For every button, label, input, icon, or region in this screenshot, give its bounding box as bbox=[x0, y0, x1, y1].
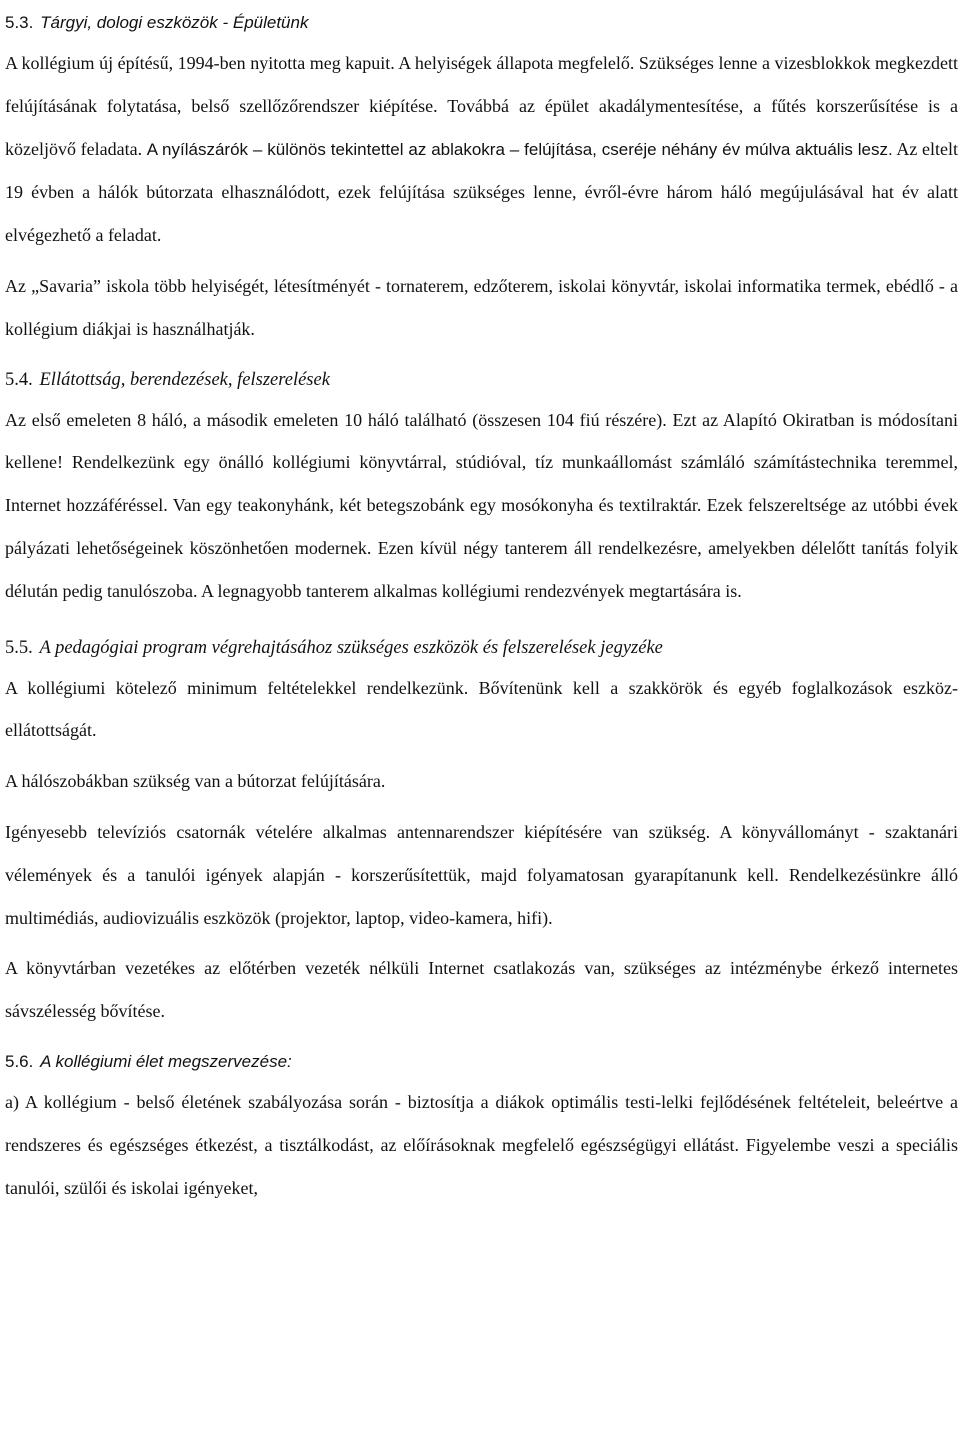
paragraph-bedrooms: A hálószobákban szükség van a bútorzat felújítására. bbox=[5, 771, 386, 792]
section-number: 5.6. bbox=[5, 1051, 34, 1071]
document-page bbox=[5, 0, 958, 1209]
section-heading-5-5 bbox=[5, 625, 958, 667]
paragraph-text: Az eltelt 19 évben a hálók bútorzata elhasználódott, ezek felújítása szükséges lenne, évről-évre három háló megújulásával hat év alatt elvégezhető a feladat. bbox=[5, 138, 958, 246]
section-title: Ellátottság, berendezések, felszerelések bbox=[39, 369, 330, 390]
paragraph-antenna-library: Igényesebb televíziós csatornák vételére alkalmas antennarendszer kiépítésére van szükség. A könyvállományt - szaktanári vélemények és a tanulói igények alapján - korszerűsítettük, majd folyamatosan gyarapítanunk kell. Rendelkezésünkre álló multimédiás, audiovizuális eszközök (projektor, laptop, video-kamera, hifi). bbox=[5, 821, 958, 928]
section-number: 5.5. bbox=[5, 637, 33, 658]
paragraph-text: A kollégium új építésű, 1994-ben nyitotta meg kapuit. A helyiségek állapota megfelelő. Szükséges lenne a vizesblokkok megkezdett felújításának folytatása, belső szellőzőrendszer kiépítése. Továbbá az épület akadálymentesítése, a fűtés korszerűsítése is a közeljövő feladata. bbox=[5, 53, 958, 159]
paragraph-building bbox=[5, 42, 958, 257]
section-title: A pedagógiai program végrehajtásához szükséges eszközök és felszerelések jegyzéke bbox=[39, 637, 663, 658]
section-title: Tárgyi, dologi eszközök - Épületünk bbox=[40, 13, 309, 32]
paragraph-internet: A könyvtárban vezetékes az előtérben vezeték nélküli Internet csatlakozás van, szükséges az intézménybe érkező internetes sávszélesség bővítése. bbox=[5, 958, 958, 1022]
section-title: A kollégiumi élet megszervezése: bbox=[40, 1051, 292, 1071]
paragraph-school-facilities: Az „Savaria” iskola több helyiségét, létesítményét - tornaterem, edzőterem, iskolai könyvtár, iskolai informatika termek, ebédlő - a kollégium diákjai is használhatják. bbox=[5, 275, 958, 339]
section-heading-5-4 bbox=[5, 357, 958, 399]
paragraph-dorm-life: a) A kollégium - belső életének szabályozása során - biztosítja a diákok optimális testi-lelki fejlődésének feltételeit, beleértve a rendszeres és egészséges étkezést, a tisztálkodást, az előírásoknak megfelelő egészségügyi ellátást. Figyelembe veszi a speciális tanulói, szülői és iskolai igényeket, bbox=[5, 1091, 958, 1198]
section-heading-5-3 bbox=[5, 0, 958, 42]
section-heading-5-6 bbox=[5, 1039, 958, 1081]
section-number: 5.3. bbox=[5, 13, 34, 32]
paragraph-equipment: Az első emeleten 8 háló, a második emeleten 10 háló található (összesen 104 fiú részére). Ezt az Alapító Okiratban is módosítani kellene! Rendelkezünk egy önálló kollégiumi könyvtárral, stúdióval, tíz munkaállomást számláló számítástechnika teremmel, Internet hozzáféréssel. Van egy teakonyhánk, két betegszobánk egy mosókonyha és textilraktár. Ezek felszereltsége az utóbbi évek pályázati lehetőségeinek köszönhetően modernek. Ezen kívül négy tanterem áll rendelkezésre, amelyekben délelőtt tanítás folyik délután pedig tanulószoba. A legnagyobb tanterem alkalmas kollégiumi rendezvények megtartására is. bbox=[5, 409, 958, 601]
paragraph-minimum-conditions: A kollégiumi kötelező minimum feltételekkel rendelkezünk. Bővítenünk kell a szakkörök és egyéb foglalkozások eszköz-ellátottságát. bbox=[5, 677, 958, 741]
paragraph-text-sans: A nyílászárók – különös tekintettel az ablakokra – felújítása, cseréje néhány év múlva aktuális lesz. bbox=[146, 139, 893, 159]
section-number: 5.4. bbox=[5, 369, 33, 390]
